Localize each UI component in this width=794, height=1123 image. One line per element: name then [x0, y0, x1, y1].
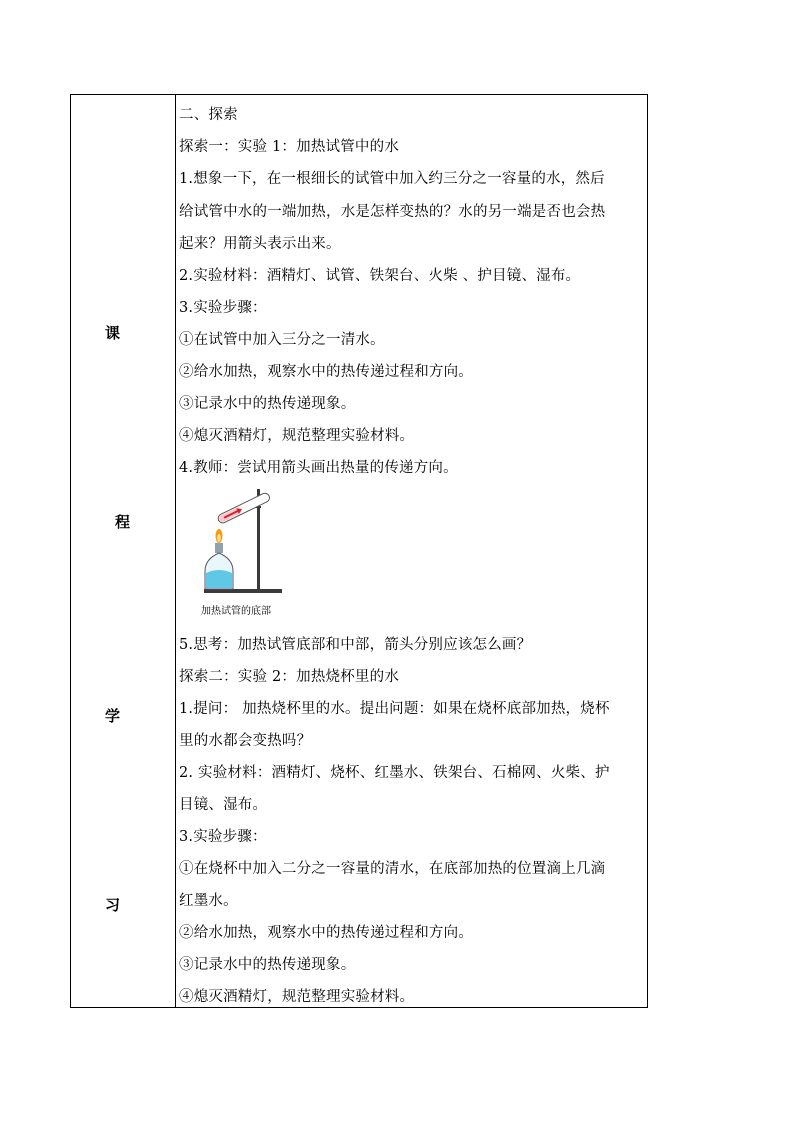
text-line: 红墨水。 — [179, 893, 238, 909]
text-line: 3.实验步骤： — [179, 300, 267, 316]
side-label-column — [71, 95, 176, 1007]
text-line: ①在烧杯中加入二分之一容量的清水，在底部加热的位置滴上几滴 — [179, 861, 606, 877]
text-line: 目镜、湿布。 — [179, 797, 268, 813]
content-column — [177, 95, 647, 1007]
text-line: ④熄灭酒精灯，规范整理实验材料。 — [179, 989, 415, 1005]
text-line: ①在试管中加入三分之一清水。 — [179, 332, 385, 348]
section-heading: 二、探索 — [179, 107, 238, 123]
text-line: 1.想象一下，在一根细长的试管中加入约三分之一容量的水，然后 — [179, 171, 605, 187]
text-line: 4.教师：尝试用箭头画出热量的传递方向。 — [179, 460, 458, 476]
text-line: ②给水加热，观察水中的热传递过程和方向。 — [179, 925, 473, 941]
lamp-neck — [215, 543, 223, 553]
side-label-char: 课 — [105, 324, 121, 342]
lesson-table — [70, 94, 648, 1008]
text-line: 里的水都会变热吗？ — [179, 733, 312, 749]
test-tube-heating-figure — [199, 483, 299, 613]
test-tube — [217, 492, 271, 525]
experiment-title: 探索二：实验 2：加热烧杯里的水 — [179, 669, 400, 685]
text-line: ②给水加热，观察水中的热传递过程和方向。 — [179, 364, 473, 380]
text-line: 起来？用箭头表示出来。 — [179, 236, 341, 252]
text-line: 1.提问： 加热烧杯里的水。提出问题：如果在烧杯底部加热，烧杯 — [179, 701, 610, 717]
side-label-char: 学 — [105, 707, 121, 725]
text-line: 2.实验材料：酒精灯、试管、铁架台、火柴 、护目镜、湿布。 — [179, 268, 581, 284]
text-line: ③记录水中的热传递现象。 — [179, 396, 356, 412]
experiment-title: 探索一：实验 1：加热试管中的水 — [179, 139, 400, 155]
lamp-liquid — [206, 570, 232, 588]
heating-apparatus-illustration — [199, 483, 299, 603]
text-line: 5.思考：加热试管底部和中部，箭头分别应该怎么画？ — [179, 637, 532, 653]
text-line: 给试管中水的一端加热，水是怎样变热的？水的另一端是否也会热 — [179, 204, 606, 220]
text-line: ④熄灭酒精灯，规范整理实验材料。 — [179, 428, 415, 444]
figure-caption: 加热试管的底部 — [201, 606, 271, 617]
stand-base — [204, 589, 282, 593]
text-line: 2. 实验材料：酒精灯、烧杯、红墨水、铁架台、石棉网、火柴、护 — [179, 765, 610, 781]
side-label-char: 习 — [105, 896, 121, 914]
text-line: 3.实验步骤： — [179, 829, 267, 845]
side-label-char: 程 — [115, 513, 131, 531]
text-line: ③记录水中的热传递现象。 — [179, 957, 356, 973]
